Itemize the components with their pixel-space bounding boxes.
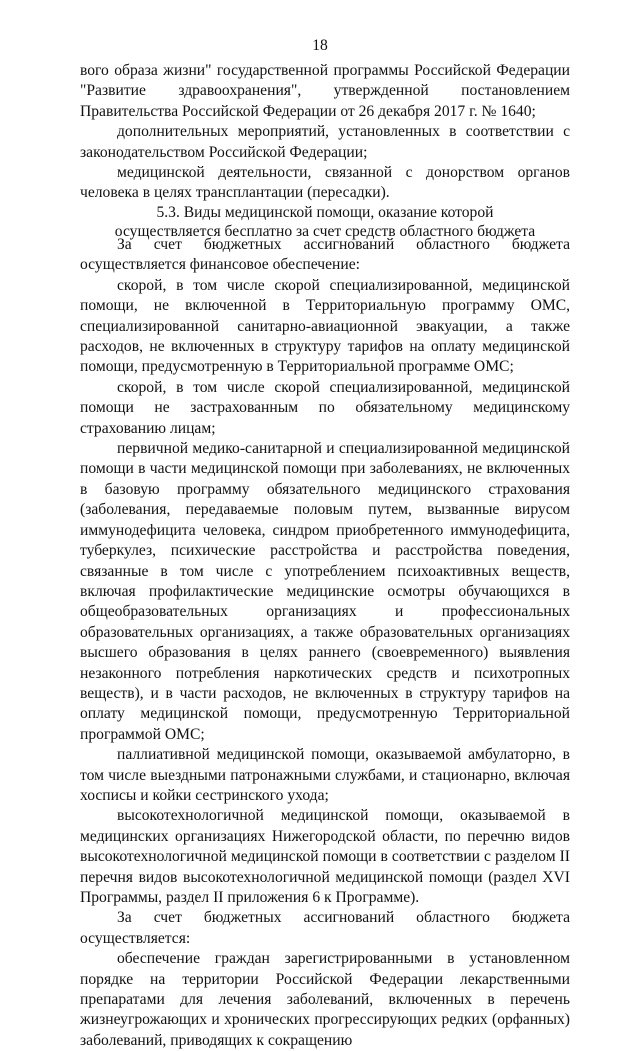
paragraph: обеспечение граждан зарегистрированными в установленном порядке на территории Российской Федерации лекарственными препаратами для лечения заболеваний, включенных в перечень жизнеугрожающих и хронических прогрессирующих редких (орфанных) заболеваний, приводящих к сокращению <box>80 950 570 1049</box>
paragraph: За счет бюджетных ассигнований областного бюджета осуществляется финансовое обеспечение: <box>80 236 570 274</box>
paragraph: высокотехнологичной медицинской помощи, оказываемой в медицинских организациях Нижегородской области, по перечню видов высокотехнологичной медицинской помощи в соответствии с разделом II перечня видов высокотехнологичной медицинской помощи (раздел XVI Программы, раздел II приложения 6 к Программе). <box>80 807 570 906</box>
paragraph: паллиативной медицинской помощи, оказываемой амбулаторно, в том числе выездными патронажными службами, и стационарно, включая хосписы и койки сестринского ухода; <box>80 746 570 804</box>
paragraph: За счет бюджетных ассигнований областного бюджета осуществляется: <box>80 909 570 947</box>
paragraph: скорой, в том числе скорой специализированной, медицинской помощи, не включенной в Территориальную программу ОМС, специализированной санитарно-авиационной эвакуации, а также расходов, не включенных в структуру тарифов на оплату медицинской помощи, предусмотренную в Территориальной программе ОМС; <box>80 276 570 376</box>
page-number: 18 <box>312 37 328 54</box>
paragraph: вого образа жизни" государственной программы Российской Федерации "Развитие здравоохранения", утвержденной постановлением Правительства Российской Федерации от 26 декабря 2017 г. № 1640; <box>80 62 570 120</box>
section-heading-line: осуществляется бесплатно за счет средств областного бюджета <box>114 223 536 240</box>
section-heading-line: 5.3. Виды медицинской помощи, оказание которой <box>156 204 494 221</box>
paragraph: скорой, в том числе скорой специализированной, медицинской помощи не застрахованным по обязательному медицинскому страхованию лицам; <box>80 378 570 437</box>
paragraph: первичной медико-санитарной и специализированной медицинской помощи в части медицинской помощи при заболеваниях, не включенных в базовую программу обязательного медицинского страхования (заболевания, передаваемые половым путем, вызванные вирусом иммунодефицита человека, синдром приобретенного иммунодефицита, туберкулез, психические расстройства и расстройства поведения, связанные в том числе с употреблением психоактивных веществ, включая профилактические медицинские осмотры обучающихся в общеобразовательных организациях и профессиональных образовательных организациях, а также образовательных организациях высшего образования в целях раннего (своевременного) выявления незаконного потребления наркотических средств и психотропных веществ), и в части расходов, не включенных в структуру тарифов на оплату медицинской помощи, предусмотренную Территориальной программой ОМС; <box>80 440 570 743</box>
paragraph: дополнительных мероприятий, установленных в соответствии с законодательством Российской Федерации; <box>80 123 570 161</box>
section-body <box>80 235 570 1051</box>
paragraph: медицинской деятельности, связанной с донорством органов человека в целях трансплантации (пересадки). <box>80 164 570 202</box>
top-text-block <box>80 61 570 204</box>
